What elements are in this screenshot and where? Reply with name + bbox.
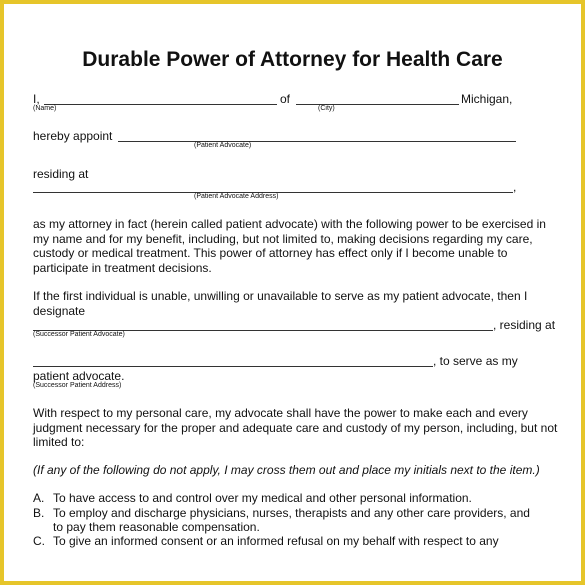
paragraph-3: With respect to my personal care, my advocate shall have the power to make each and every judgment necessary for the proper and adequate care and custody of my person, including, but not limited to: [33,406,558,449]
instruction-text: (If any of the following do not apply, I may cross them out and place my initials next to the item.) [33,463,540,477]
line3-prefix: residing at [33,167,89,181]
list-item-letter: B. [33,506,45,520]
line5-after: patient advocate. [33,369,125,383]
patient-advocate-label: (Patient Advocate) [194,142,252,149]
name-label: (Name) [33,105,57,112]
line3-suffix: , [513,180,517,194]
list-item-text: To have access to and control over my medical and other personal information. [53,491,472,505]
successor-address-label: (Successor Patient Address) [33,382,122,389]
advocate-address-label: (Patient Advocate Address) [194,193,279,200]
line1-state: Michigan, [461,92,513,106]
paragraph-1: as my attorney in fact (herein called patient advocate) with the following power to be exercised in my name and for my benefit, including, but not limited to, making decisions regarding my care, custody or medical treatment. This power of attorney has effect only if I become unable to participate in treatment decisions. [33,217,546,275]
paragraph-2: If the first individual is unable, unwilling or unavailable to serve as my patient advocate, then I designate [33,289,528,318]
list-item-letter: A. [33,491,45,505]
name-field-line[interactable] [44,104,277,105]
line1-prefix: I, [33,92,40,106]
list-item [33,520,260,534]
patient-advocate-field-line[interactable] [118,141,516,142]
city-label: (City) [318,105,335,112]
successor-address-field-line[interactable] [33,366,433,367]
list-item-letter: C. [33,534,45,548]
line5-suffix: , to serve as my [433,354,518,368]
line2-prefix: hereby appoint [33,129,113,143]
list-item-text: To give an informed consent or an informed refusal on my behalf with respect to any [53,534,499,548]
list-item [33,534,499,548]
list-item [33,491,472,505]
line1-of: of [280,92,291,106]
document-title: Durable Power of Attorney for Health Care [82,48,503,71]
list-item-text: to pay them reasonable compensation. [53,520,260,534]
line4-suffix: , residing at [493,318,556,332]
list-item-text: To employ and discharge physicians, nurses, therapists and any other care providers, and [53,506,530,520]
successor-advocate-label: (Successor Patient Advocate) [33,331,125,338]
list-item [33,506,530,520]
